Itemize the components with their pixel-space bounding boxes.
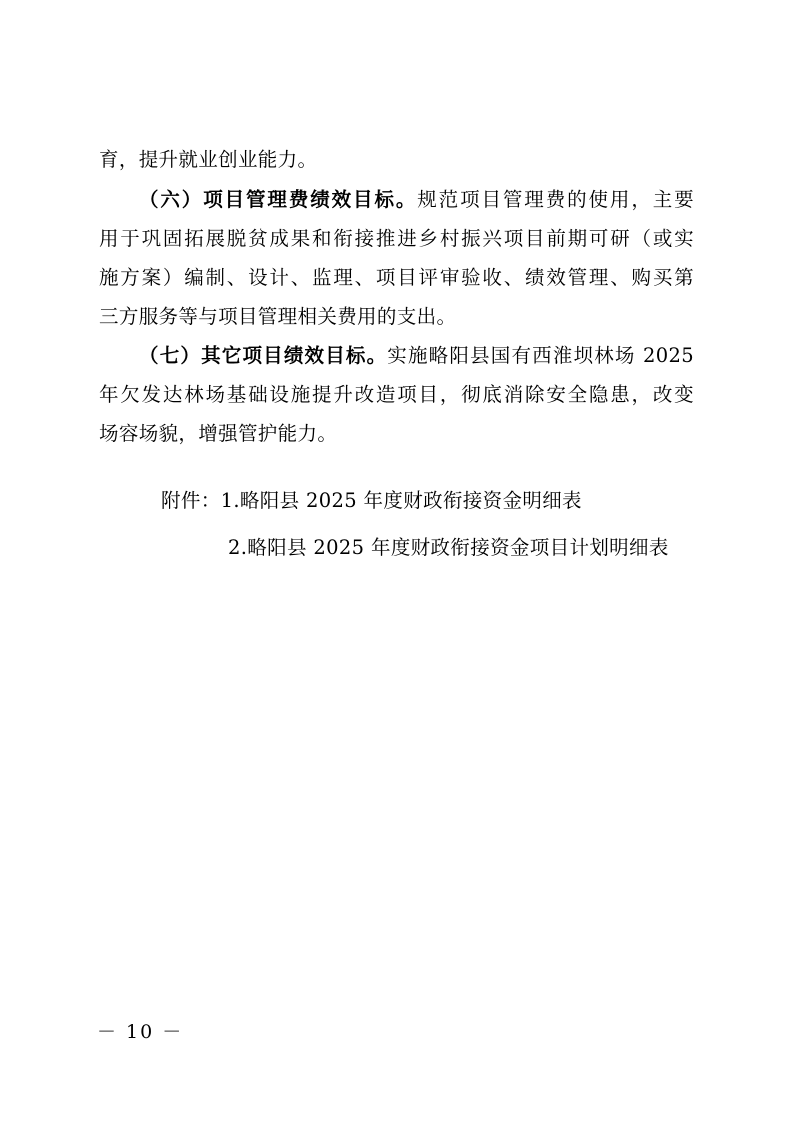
body-line-4: 施方案）编制、设计、监理、项目评审验收、绩效管理、购买第 bbox=[99, 266, 694, 289]
attachment-item-1: 1.略阳县 2025 年度财政衔接资金明细表 bbox=[220, 489, 582, 512]
body-line-2 bbox=[139, 185, 694, 215]
attachments-label: 附件： bbox=[161, 489, 221, 512]
body-line-6 bbox=[139, 341, 694, 371]
section-heading-seven: （七）其它项目绩效目标。 bbox=[139, 344, 388, 367]
body-line-5: 三方服务等与项目管理相关费用的支出。 bbox=[99, 305, 457, 328]
page-number: － 10 － bbox=[97, 1021, 184, 1043]
body-line-7: 年欠发达林场基础设施提升改造项目，彻底消除安全隐患，改变 bbox=[99, 383, 694, 406]
attachment-item-2: 2.略阳县 2025 年度财政衔接资金项目计划明细表 bbox=[228, 536, 669, 559]
body-line-3: 用于巩固拓展脱贫成果和衔接推进乡村振兴项目前期可研（或实 bbox=[99, 227, 694, 250]
section-seven-text: 实施略阳县国有西淮坝林场 2025 bbox=[387, 344, 694, 367]
section-heading-six: （六）项目管理费绩效目标。 bbox=[139, 188, 418, 211]
attachments-first-line bbox=[161, 486, 582, 516]
section-six-text: 规范项目管理费的使用，主要 bbox=[417, 188, 694, 211]
body-line-1: 育，提升就业创业能力。 bbox=[99, 148, 318, 171]
body-line-8: 场容场貌，增强管护能力。 bbox=[99, 422, 338, 445]
